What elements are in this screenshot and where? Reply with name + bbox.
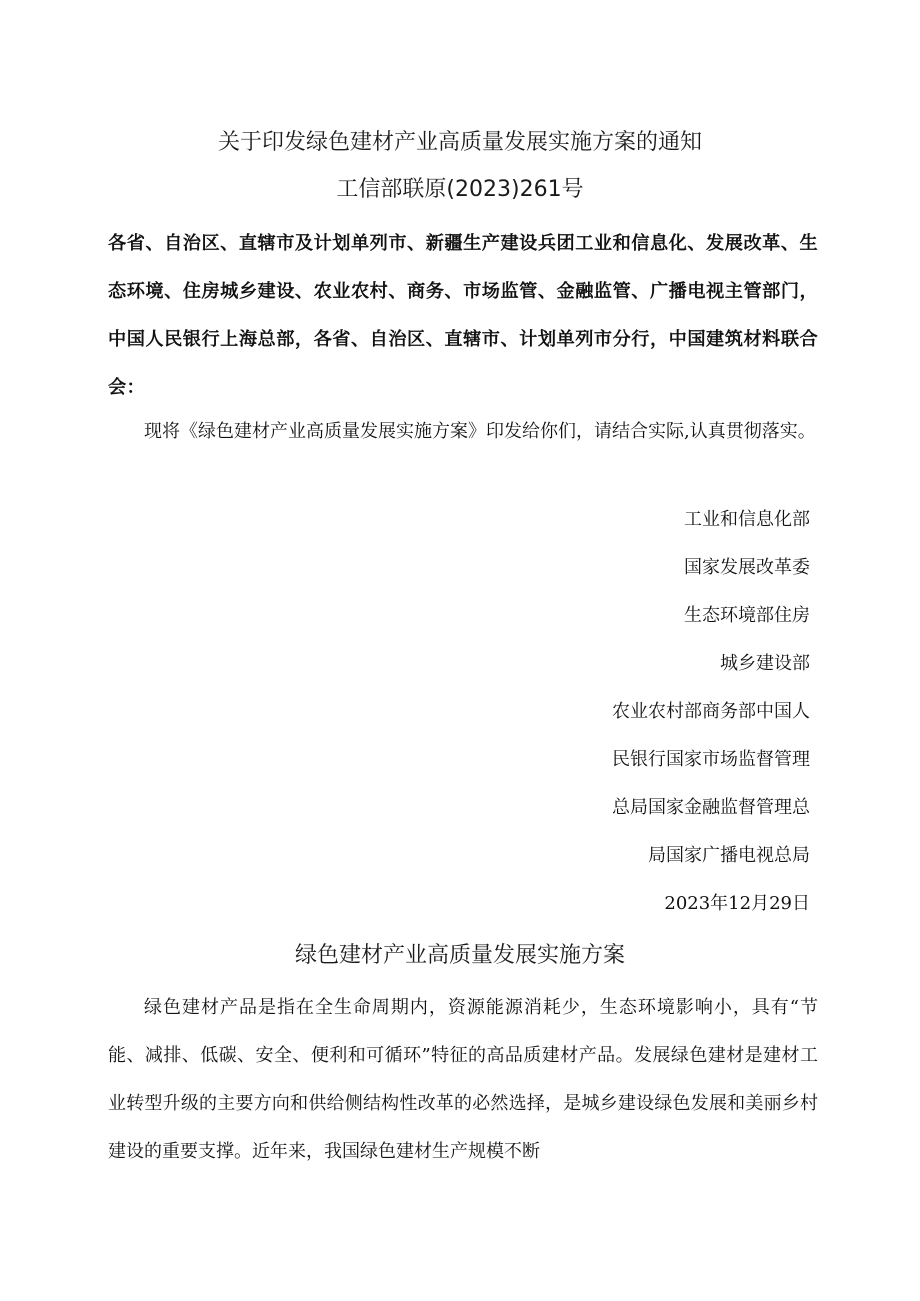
notice-title: 关于印发绿色建材产业高质量发展实施方案的通知 — [217, 130, 702, 155]
signature-line: 生态环境部住房 — [684, 605, 810, 626]
signature-line: 农业农村部商务部中国人 — [612, 701, 810, 722]
plan-title: 绿色建材产业高质量发展实施方案 — [294, 943, 625, 968]
signature-date: 2023年12月29日 — [664, 893, 810, 914]
addressee-paragraph: 各省、自治区、直辖市及计划单列市、新疆生产建设兵团工业和信息化、发展改革、生态环境、住房城乡建设、农业农村、商务、市场监管、金融监管、广播电视主管部门，中国人民银行上海总部，各省、自治区、直辖市、计划单列市分行，中国建筑材料联合会： — [108, 233, 818, 398]
signature-line: 城乡建设部 — [720, 653, 810, 674]
notice-body-paragraph: 现将《绿色建材产业高质量发展实施方案》印发给你们，请结合实际,认真贯彻落实。 — [144, 421, 816, 442]
document-number: 工信部联原(2023)261号 — [336, 177, 584, 202]
signature-line: 总局国家金融监督管理总 — [612, 797, 810, 818]
plan-intro-paragraph: 绿色建材产品是指在全生命周期内，资源能源消耗少，生态环境影响小，具有“节能、减排、低碳、安全、便利和可循环”特征的高品质建材产品。发展绿色建材是建材工业转型升级的主要方向和供给侧结构性改革的必然选择，是城乡建设绿色发展和美丽乡村建设的重要支撑。近年来，我国绿色建材生产规模不断 — [108, 997, 818, 1162]
signature-line: 民银行国家市场监督管理 — [612, 749, 810, 770]
signature-line: 国家发展改革委 — [684, 557, 810, 578]
signature-line: 工业和信息化部 — [684, 509, 810, 530]
signature-line: 局国家广播电视总局 — [648, 845, 810, 866]
signature-block — [450, 496, 810, 928]
